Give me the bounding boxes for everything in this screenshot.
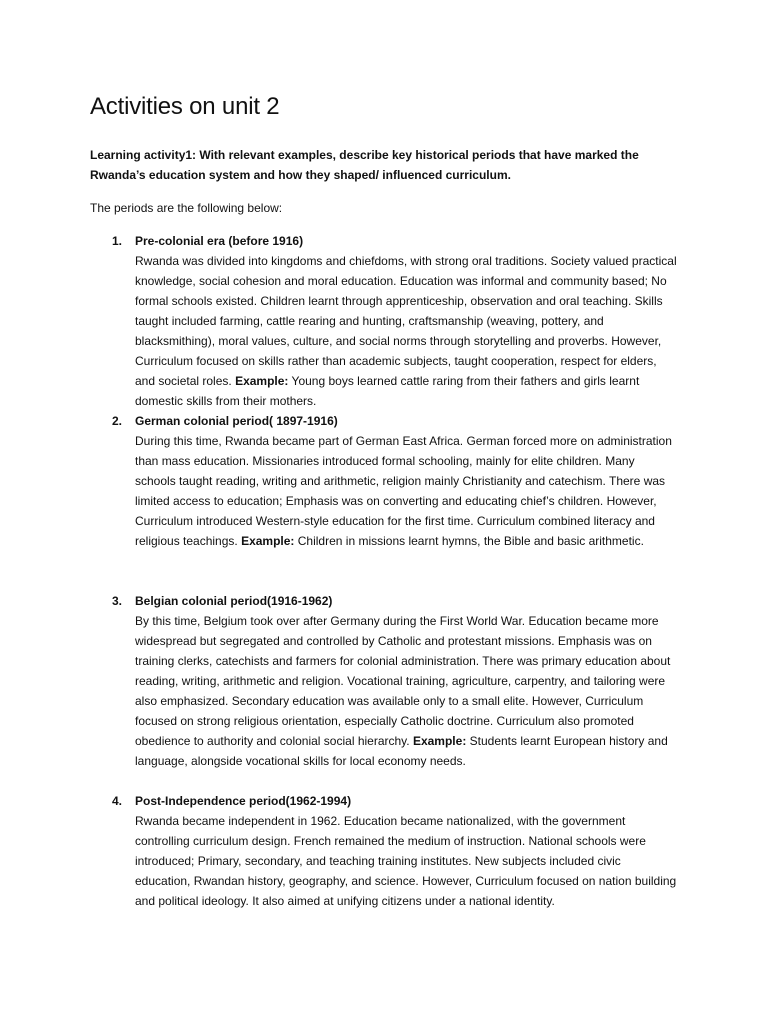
list-number: 2. bbox=[112, 414, 123, 428]
page-title: Activities on unit 2 bbox=[90, 93, 280, 120]
example-text: Young boys learned cattle raring from their fathers and girls learnt domestic skills from their mothers. bbox=[135, 374, 640, 408]
period-body bbox=[135, 251, 678, 411]
example-text: Students learnt European history and language, alongside vocational skills for local economy needs. bbox=[135, 734, 668, 768]
list-number: 3. bbox=[112, 594, 123, 608]
period-body-text: During this time, Rwanda became part of German East Africa. German forced more on administration than mass education. Missionaries introduced formal schooling, mainly for elite children. Many schools taught reading, writing and arithmetic, religion mainly Christianity and catechism. There was limited access to education; Emphasis was on converting and educating chief’s children. However, Curriculum introduced Western-style education for the first time. Curriculum combined literacy and religious teachings. bbox=[135, 434, 672, 548]
period-heading: Belgian colonial period(1916-1962) bbox=[135, 594, 333, 608]
list-number: 4. bbox=[112, 794, 123, 808]
period-body-text: By this time, Belgium took over after Germany during the First World War. Education became more widespread but segregated and controlled by Catholic and protestant missions. Emphasis was on training clerks, catechists and farmers for colonial administration. There was primary education about reading, writing, arithmetic and religion. Vocational training, agriculture, carpentry, and tailoring were also emphasized. Secondary education was available only to a small elite. However, Curriculum focused on strong religious orientation, especially Catholic doctrine. Curriculum also promoted obedience to authority and colonial social hierarchy. bbox=[135, 614, 671, 748]
period-body-text: Rwanda was divided into kingdoms and chiefdoms, with strong oral traditions. Society valued practical knowledge, social cohesion and moral education. Education was informal and community based; No formal schools existed. Children learnt through apprenticeship, observation and oral teaching. Skills taught included farming, cattle rearing and hunting, craftsmanship (weaving, pottery, and blacksmithing), moral values, culture, and social norms through storytelling and proverbs. However, Curriculum focused on skills rather than academic subjects, taught cooperation, respect for elders, and societal roles. bbox=[135, 254, 677, 388]
period-heading: Pre-colonial era (before 1916) bbox=[135, 234, 304, 248]
period-heading: German colonial period( 1897-1916) bbox=[135, 414, 338, 428]
period-item-post-independence bbox=[112, 791, 678, 911]
example-text: Children in missions learnt hymns, the Bible and basic arithmetic. bbox=[294, 534, 644, 548]
period-item-german-colonial bbox=[112, 411, 678, 551]
example-label: Example: bbox=[235, 374, 289, 388]
example-label: Example: bbox=[241, 534, 295, 548]
period-body-text: Rwanda became independent in 1962. Education became nationalized, with the government controlling curriculum design. French remained the medium of instruction. National schools were introduced; Primary, secondary, and teaching training institutes. New subjects included civic education, Rwandan history, geography, and science. However, Curriculum focused on nation building and political ideology. It also aimed at unifying citizens under a national identity. bbox=[135, 814, 677, 908]
learning-activity-prompt: Learning activity1: With relevant examples, describe key historical periods that have marked the Rwanda’s education system and how they shaped/ influenced curriculum. bbox=[90, 148, 639, 182]
period-body bbox=[135, 431, 678, 551]
intro-text: The periods are the following below: bbox=[90, 201, 283, 215]
period-item-pre-colonial bbox=[112, 231, 678, 411]
example-label: Example: bbox=[412, 734, 467, 748]
period-body bbox=[135, 611, 678, 771]
list-number: 1. bbox=[112, 234, 123, 248]
period-body bbox=[135, 811, 678, 911]
period-item-belgian-colonial bbox=[112, 591, 678, 771]
period-heading: Post-Independence period(1962-1994) bbox=[135, 794, 352, 808]
